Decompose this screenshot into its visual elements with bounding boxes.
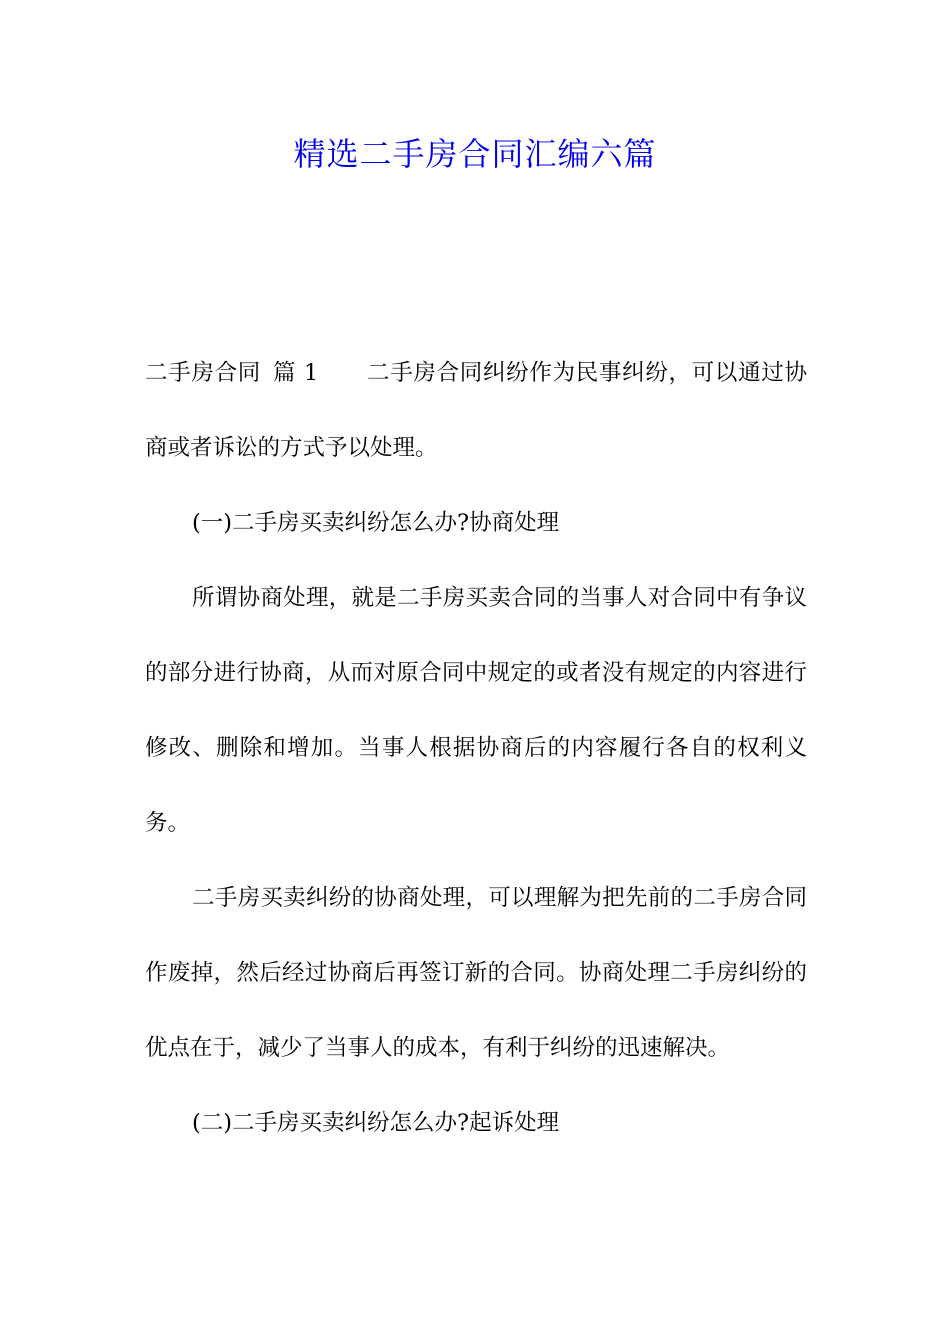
paragraph-subheading-1: (一)二手房买卖纠纷怎么办?协商处理 xyxy=(192,510,560,536)
paragraph-subheading-2: (二)二手房买卖纠纷怎么办?起诉处理 xyxy=(192,1110,560,1136)
paragraph: 所谓协商处理，就是二手房买卖合同的当事人对合同中有争议的部分进行协商，从而对原合同中规定的或者没有规定的内容进行修改、删除和增加。当事人根据协商后的内容履行各自的权利义务。 xyxy=(145,585,807,836)
paragraph: 二手房买卖纠纷的协商处理，可以理解为把先前的二手房合同作废掉，然后经过协商后再签订新的合同。协商处理二手房纠纷的优点在于，减少了当事人的成本，有利于纠纷的迅速解决。 xyxy=(145,885,807,1061)
section-heading: 二手房合同 xyxy=(145,360,261,386)
section-label: 篇 1 xyxy=(272,360,319,386)
document-title: 精选二手房合同汇编六篇 xyxy=(293,135,657,173)
paragraph-intro xyxy=(145,336,807,486)
paragraph-text: 二手房合同纠纷作为民事纠纷，可以通过协商或者诉讼的方式予以处理。 xyxy=(145,360,807,461)
document-body xyxy=(145,336,807,1161)
